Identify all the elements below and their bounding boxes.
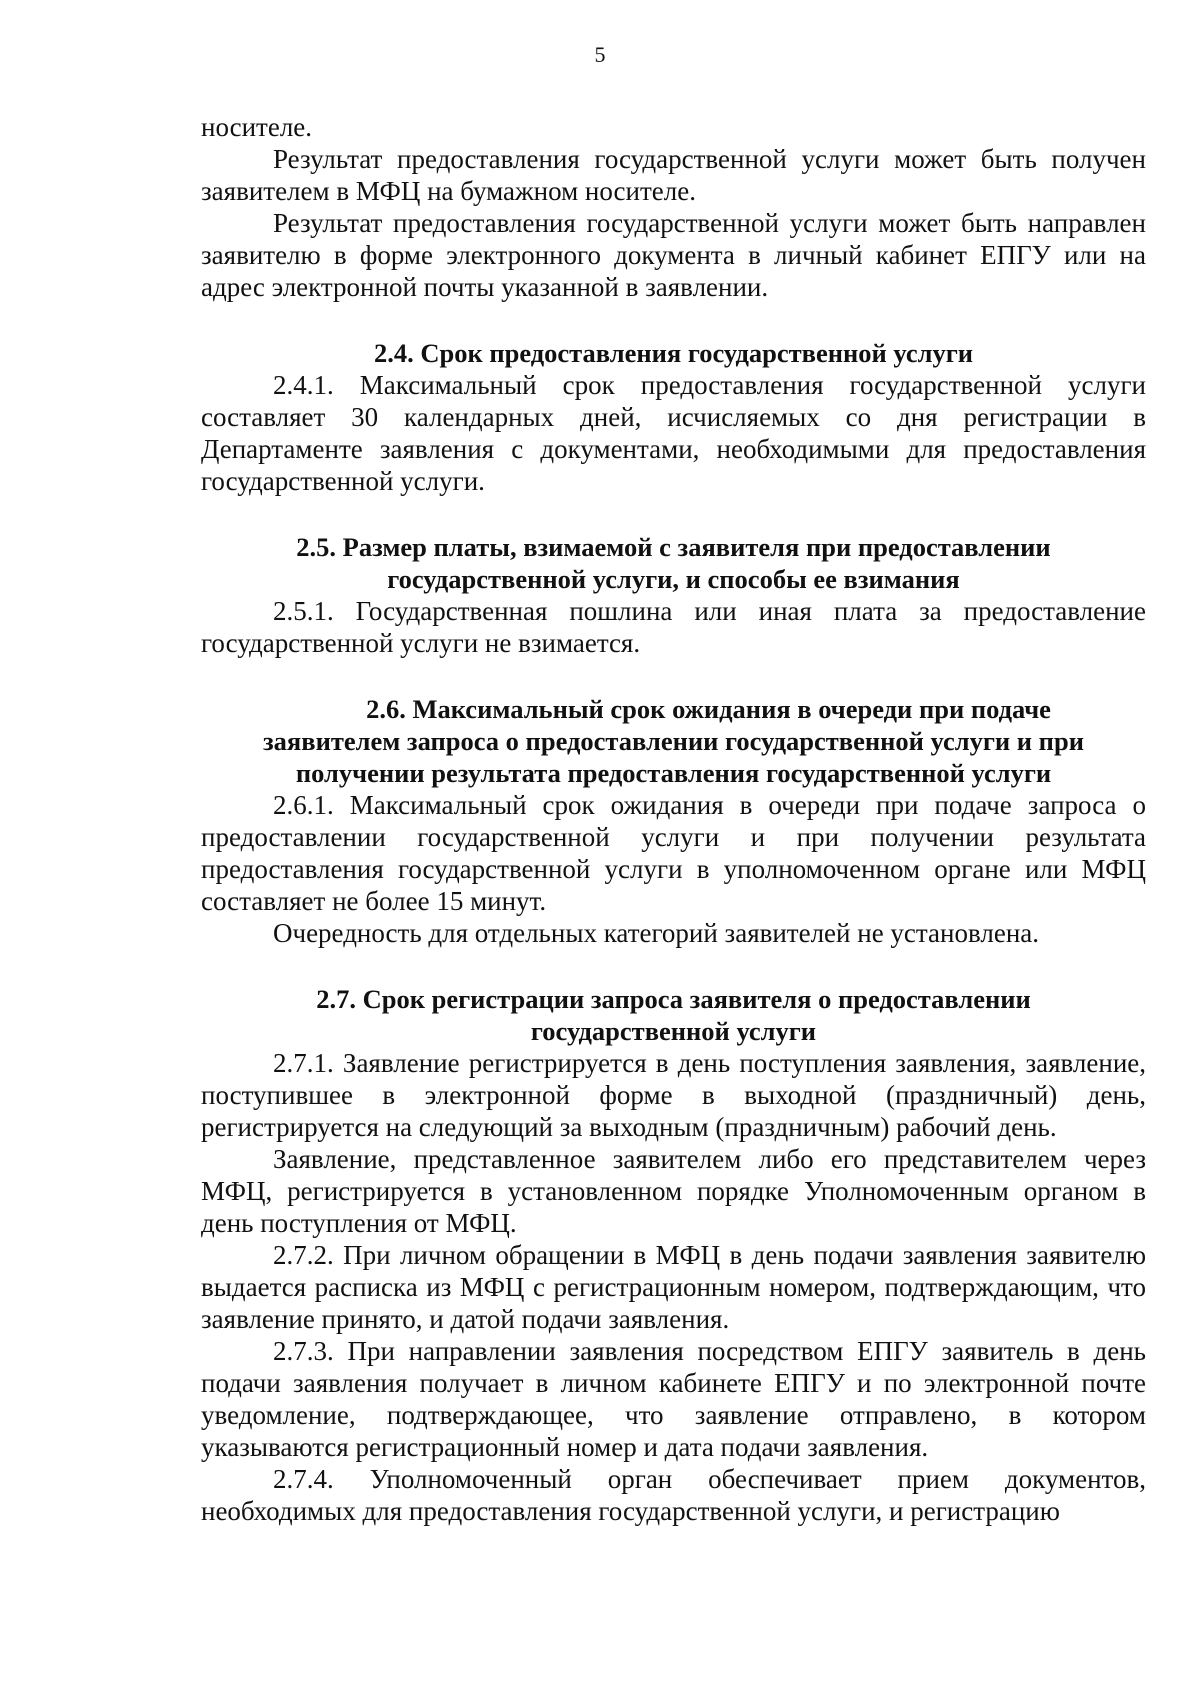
heading-line: заявителем запроса о предоставлении государственной услуги и при [263,726,1084,756]
paragraph-result-electronic: Результат предоставления государственной услуги может быть направлен заявителю в форме электронного документа в личный кабинет ЕПГУ или на адрес электронной почты указанной в заявлении. [201,208,1146,302]
paragraph-2-4-1: 2.4.1. Максимальный срок предоставления государственной услуги составляет 30 календарных дней, исчисляемых со дня регистрации в Департаменте заявления с документами, необходимыми для предоставления государственной услуги. [201,370,1146,496]
heading-line: 2.5. Размер платы, взимаемой с заявителя при предоставлении [296,532,1051,562]
spacer [201,659,1146,693]
paragraph-2-7-1: 2.7.1. Заявление регистрируется в день поступления заявления, заявление, поступившее в электронной форме в выходной (праздничный) день, регистрируется на следующий за выходным (праздничным) рабочий день. [201,1048,1146,1142]
heading-line: 2.7. Срок регистрации запроса заявителя о предоставлении [316,984,1031,1014]
paragraph-2-7-3: 2.7.3. При направлении заявления посредством ЕПГУ заявитель в день подачи заявления получает в личном кабинете ЕПГУ и по электронной почте уведомление, подтверждающее, что заявление отправлено, в котором указываются регистрационный номер и дата подачи заявления. [201,1336,1146,1462]
section-heading-2-7 [201,983,1146,1047]
paragraph-2-5-1: 2.5.1. Государственная пошлина или иная плата за предоставление государственной услуги не взимается. [201,596,1146,658]
paragraph-2-7-4: 2.7.4. Уполномоченный орган обеспечивает прием документов, необходимых для предоставления государственной услуги, и регистрацию [201,1464,1146,1526]
section-heading-2-5 [201,531,1146,595]
spacer [201,949,1146,983]
heading-line: получении результата предоставления государственной услуги [295,758,1052,788]
heading-line: 2.6. Максимальный срок ожидания в очереди при подаче [366,694,1051,724]
paragraph-queue-note: Очередность для отдельных категорий заявителей не установлена. [273,918,1040,948]
page-number: 5 [594,42,606,67]
spacer [201,497,1146,531]
paragraph-2-7-2: 2.7.2. При личном обращении в МФЦ в день подачи заявления заявителю выдается расписка из МФЦ с регистрационным номером, подтверждающим, что заявление принято, и датой подачи заявления. [201,1240,1146,1334]
spacer [201,303,1146,337]
heading-line: государственной услуги [530,1016,817,1046]
section-heading-2-6 [201,693,1146,789]
section-heading-2-4: 2.4. Срок предоставления государственной услуги [373,338,974,368]
paragraph-result-mfc: Результат предоставления государственной услуги может быть получен заявителем в МФЦ на бумажном носителе. [201,144,1146,206]
paragraph-continuation: носителе. [201,112,313,142]
paragraph-mfc-registration: Заявление, представленное заявителем либо его представителем через МФЦ, регистрируется в установленном порядке Уполномоченным органом в день поступления от МФЦ. [201,1144,1146,1238]
heading-line: государственной услуги, и способы ее взимания [387,564,960,594]
document-body [201,111,1146,1527]
paragraph-2-6-1: 2.6.1. Максимальный срок ожидания в очереди при подаче запроса о предоставлении государственной услуги и при получении результата предоставления государственной услуги в уполномоченном органе или МФЦ составляет не более 15 минут. [201,790,1146,916]
